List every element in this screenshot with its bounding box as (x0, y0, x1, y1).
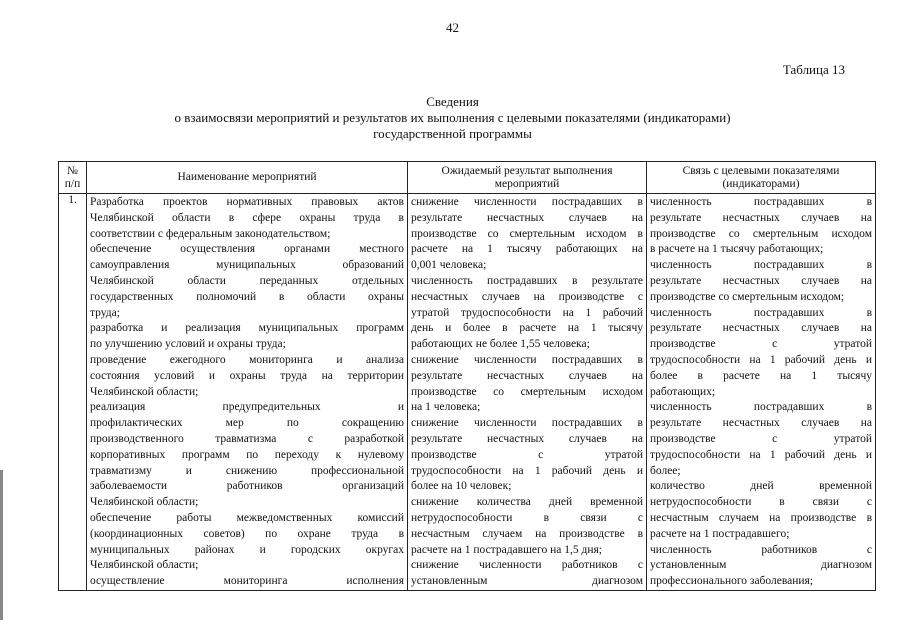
header-result-line-2: мероприятий (494, 177, 560, 190)
text-line: Разработка проектов нормативных правовых актов (90, 196, 404, 208)
text-line: численность пострадавших в (650, 196, 872, 208)
target-link-text (647, 194, 875, 590)
text-line: (координационных советов) по охране труда в (90, 527, 404, 540)
text-line: результате несчастных случаев на (411, 211, 643, 224)
table-row (59, 194, 876, 591)
header-expected-result (408, 162, 647, 194)
text-line: результате несчастных случаев на (650, 211, 872, 224)
text-line: несчастным случаем на производстве в (411, 527, 643, 540)
text-line: производстве со смертельным исходом (411, 385, 643, 398)
text-line: количество дней временной (650, 480, 872, 493)
text-line: результате несчастных случаев на (411, 432, 643, 445)
text-line: снижение численности пострадавших в (411, 417, 643, 430)
text-line: численность пострадавших в результате (411, 274, 643, 287)
target-link-cell (647, 194, 876, 591)
text-line: государственных полномочий в области охраны (90, 290, 404, 303)
expected-result-text (408, 194, 646, 590)
text-line: производстве со смертельным исходом в (411, 227, 643, 240)
text-line: Челябинской области в сфере охраны труда в (90, 211, 404, 224)
text-line: нетрудоспособности в связи с (411, 511, 643, 524)
text-line: в расчете на 1 тысячу работающих; (650, 243, 824, 256)
text-line: несчастных случаев на производстве с (411, 290, 643, 303)
text-line: производстве со смертельным исходом (650, 227, 872, 240)
text-line: результате несчастных случаев на (650, 322, 872, 335)
text-line: Челябинской области переданных отдельных (90, 274, 404, 287)
text-line: результате несчастных случаев на (411, 369, 643, 382)
text-line: проведение ежегодного мониторинга и анализа (90, 353, 404, 366)
text-line: несчастным случаем на производстве в (650, 511, 872, 524)
text-line: результате несчастных случаев на (650, 417, 872, 430)
text-line: численность пострадавших в (650, 306, 872, 319)
text-line: труда; (90, 306, 120, 319)
text-line: трудоспособности на 1 рабочий день и (411, 464, 643, 477)
text-line: Челябинской области; (90, 385, 199, 398)
text-line: снижение численности работников с (411, 559, 643, 572)
text-line: 0,001 человека; (411, 259, 487, 272)
title-line-1: Сведения (426, 94, 479, 109)
header-number-line-2: п/п (64, 177, 81, 190)
header-number-line-1: № (67, 164, 78, 177)
text-line: работающих; (650, 385, 716, 398)
text-line: расчете на 1 пострадавшего; (650, 527, 790, 540)
text-line: численность пострадавших в (650, 401, 872, 414)
measure-name-text (87, 194, 407, 590)
text-line: нетрудоспособности в связи с (650, 496, 872, 509)
text-line: более в расчете на 1 тысячу (650, 369, 872, 382)
text-line: самоуправления муниципальных образований (90, 259, 404, 272)
scan-edge-shadow (0, 470, 3, 620)
text-line: соответствии с федеральным законодательством; (90, 227, 331, 240)
row-number: 1. (59, 194, 87, 591)
text-line: более на 10 человек; (411, 480, 512, 493)
text-line: работающих не более 1,55 человека; (411, 338, 590, 351)
text-line: снижение количества дней временной (411, 496, 643, 509)
text-line: Челябинской области; (90, 559, 199, 572)
text-line: заболеваемости работников организаций (90, 480, 404, 493)
header-link-line-2: (индикаторами) (722, 177, 800, 190)
text-line: производстве с утратой (650, 432, 872, 445)
header-result-line-1: Ожидаемый результат выполнения (441, 164, 613, 177)
text-line: более; (650, 464, 681, 477)
page-number: 42 (446, 20, 459, 35)
text-line: реализация предупредительных и (90, 401, 404, 414)
text-line: численность работников с (650, 543, 872, 556)
text-line: осуществление мониторинга исполнения (90, 575, 404, 588)
document-title (0, 94, 905, 142)
expected-result-cell (408, 194, 647, 591)
text-line: производстве с утратой (650, 338, 872, 351)
header-link-line-1: Связь с целевыми показателями (682, 164, 840, 177)
text-line: состояния условий и охраны труда на территории (90, 369, 404, 382)
text-line: обеспечение работы межведомственных комиссий (90, 511, 404, 524)
header-number (59, 162, 87, 194)
text-line: травматизму и снижению профессиональной (90, 464, 404, 477)
text-line: расчете на 1 тысячу работающих на (411, 243, 643, 256)
text-line: снижение численности пострадавших в (411, 353, 643, 366)
text-line: утратой трудоспособности на 1 рабочий (411, 306, 643, 319)
header-measure-name: Наименование мероприятий (87, 162, 408, 194)
measures-table (58, 161, 876, 591)
text-line: профилактических мер по сокращению (90, 417, 404, 430)
measure-name-cell (87, 194, 408, 591)
text-line: трудоспособности на 1 рабочий день и (650, 353, 872, 366)
table-label: Таблица 13 (782, 62, 845, 77)
text-line: установленным диагнозом (411, 575, 643, 588)
text-line: разработка и реализация муниципальных программ (90, 322, 404, 335)
text-line: профессионального заболевания; (650, 575, 814, 588)
text-line: Челябинской области; (90, 496, 199, 509)
text-line: производственного травматизма с разработкой (90, 432, 404, 445)
text-line: результате несчастных случаев на (650, 274, 872, 287)
text-line: корпоративных программ по переходу к нулевому (90, 448, 404, 461)
text-line: производстве с утратой (411, 448, 643, 461)
text-line: муниципальных районах и городских округах (90, 543, 404, 556)
text-line: на 1 человека; (411, 401, 481, 414)
title-line-2: о взаимосвязи мероприятий и результатов их выполнения с целевыми показателями (индикаторами) (174, 110, 731, 125)
table-header-row (59, 162, 876, 194)
text-line: по улучшению условий и охраны труда; (90, 338, 286, 351)
text-line: обеспечение осуществления органами местного (90, 243, 404, 256)
text-line: производстве со смертельным исходом; (650, 290, 845, 303)
text-line: численность пострадавших в (650, 259, 872, 272)
text-line: снижение численности пострадавших в (411, 196, 643, 208)
text-line: день и более в расчете на 1 тысячу (411, 322, 643, 335)
text-line: трудоспособности на 1 рабочий день и (650, 448, 872, 461)
text-line: расчете на 1 пострадавшего на 1,5 дня; (411, 543, 602, 556)
header-target-link (647, 162, 876, 194)
text-line: установленным диагнозом (650, 559, 872, 572)
title-line-3: государственной программы (373, 126, 532, 141)
